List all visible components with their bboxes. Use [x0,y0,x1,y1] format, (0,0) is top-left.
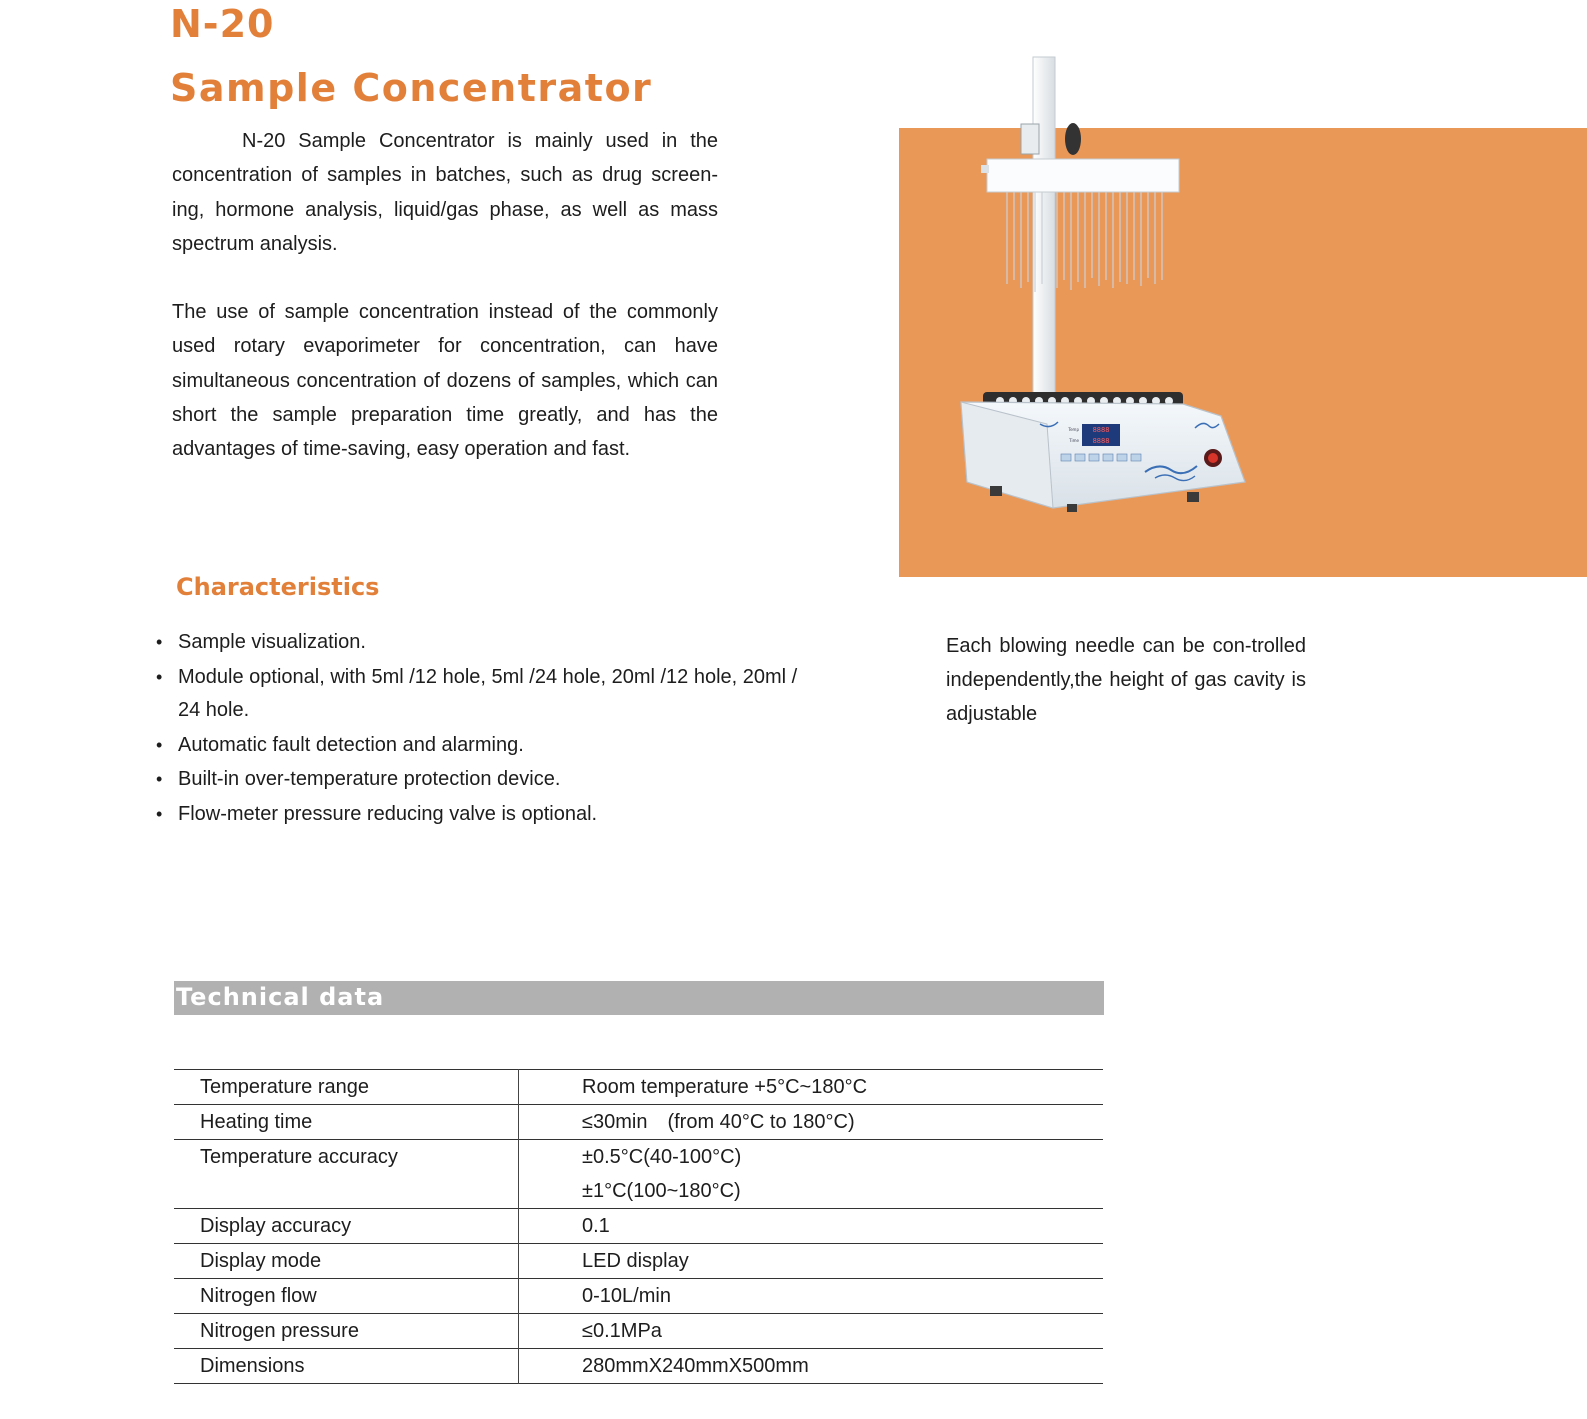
spec-label: Temperature range [174,1070,519,1105]
spec-label: Heating time [174,1105,519,1140]
device-temp-display: 8888 [1092,426,1110,434]
technical-data-heading: Technical data [176,983,385,1011]
model-number: N-20 [170,2,275,46]
table-row [174,1244,1103,1279]
spec-value: ≤30min (from 40°C to 180°C) [582,1111,855,1133]
product-image [955,52,1255,522]
list-item: • Automatic fault detection and alarming. [154,729,804,763]
spec-value: 0.1 [582,1215,610,1237]
spec-label: Nitrogen pressure [174,1314,519,1349]
device-time-display: 8888 [1092,437,1110,445]
list-item: • Module optional, with 5ml /12 hole, 5ml /24 hole, 20ml /12 hole, 20ml / 24 hole. [154,661,804,728]
table-row [174,1349,1103,1384]
intro-paragraph-2: The use of sample concentration instead of the commonly used rotary evaporimeter for concentration, can have simultaneous concentration of dozens of samples, which can short the sample preparation time greatly, and has the advantages of time-saving, easy operation and fast. [172,301,718,461]
technical-data-table [174,1069,1103,1384]
device-time-label: Time [1069,438,1079,443]
list-item: • Sample visualization. [154,626,804,660]
spec-value: 280mmX240mmX500mm [582,1355,809,1377]
list-item: • Flow-meter pressure reducing valve is optional. [154,798,804,832]
spec-value: ≤0.1MPa [582,1320,662,1342]
spec-value: ±0.5°C(40-100°C) ±1°C(100~180°C) [582,1146,742,1202]
table-row [174,1070,1103,1105]
table-row [174,1105,1103,1140]
spec-label: Nitrogen flow [174,1279,519,1314]
photo-caption: Each blowing needle can be con-trolled independently,the height of gas cavity is adjustable [946,635,1306,725]
table-row [174,1140,1103,1209]
table-row [174,1209,1103,1244]
intro-paragraph-1: N-20 Sample Concentrator is mainly used in the concentration of samples in batches, such as drug screen-ing, hormone analysis, liquid/gas phase, as well as mass spectrum analysis. [172,130,718,255]
spec-value: Room temperature +5°C~180°C [582,1076,868,1098]
intro-section [172,124,718,467]
characteristics-heading: Characteristics [176,573,380,601]
table-row [174,1279,1103,1314]
technical-data-bar [174,981,1104,1015]
table-row [174,1314,1103,1349]
spec-label: Display mode [174,1244,519,1279]
spec-label: Dimensions [174,1349,519,1384]
spec-label: Display accuracy [174,1209,519,1244]
list-item: • Built-in over-temperature protection device. [154,763,804,797]
page-title: Sample Concentrator [170,66,653,110]
device-temp-label: Temp [1068,427,1079,432]
spec-label: Temperature accuracy [174,1140,519,1209]
characteristics-list [154,626,804,832]
spec-value: LED display [582,1250,689,1272]
spec-value: 0-10L/min [582,1285,671,1307]
